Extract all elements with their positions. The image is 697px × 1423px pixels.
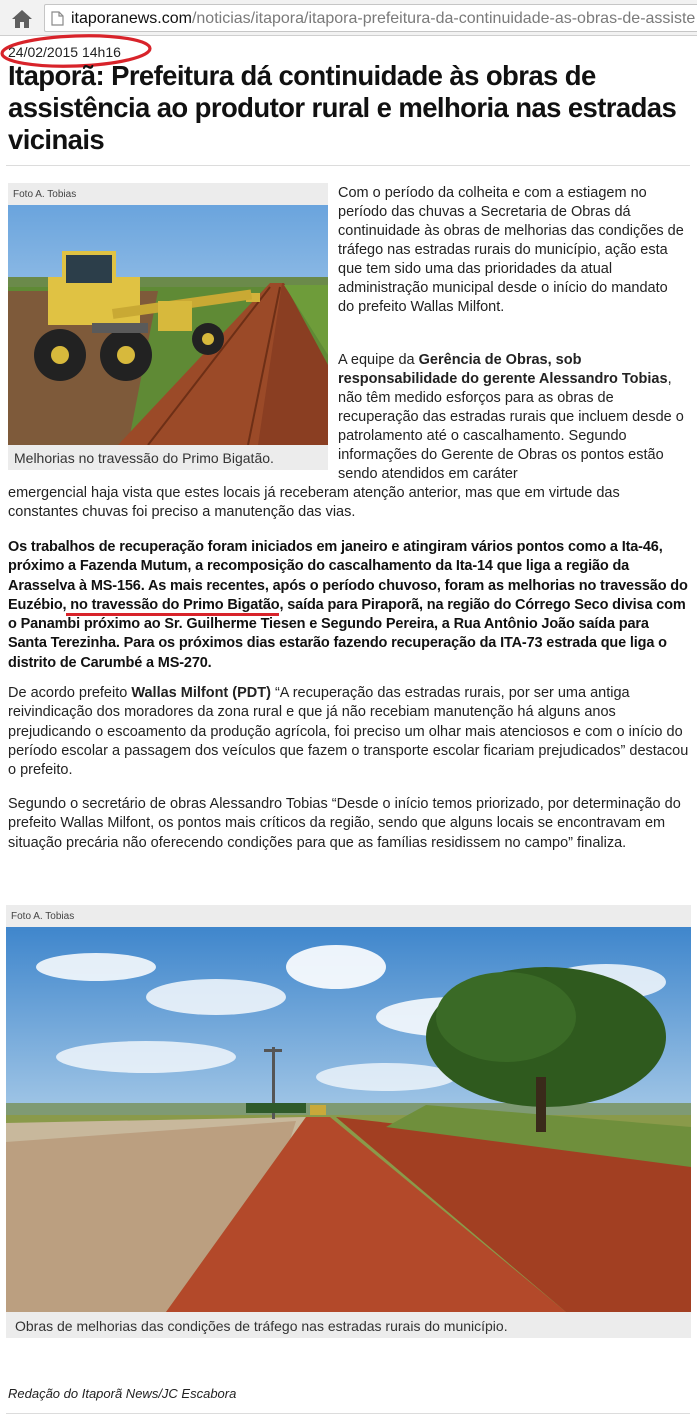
page-icon (51, 11, 64, 26)
footer-divider (6, 1413, 690, 1414)
article-figure-1 (8, 183, 328, 470)
figure-caption: Obras de melhorias das condições de tráfego nas estradas rurais do município. (15, 1318, 508, 1334)
red-underline-highlight: no travessão do Primo Bigatão (66, 597, 279, 616)
home-icon (10, 8, 34, 30)
paragraph-2-line: emergencial haja vista que estes locais já receberam atenção anterior, mas que em virtude das (8, 485, 620, 501)
rural-road-photo (6, 927, 691, 1312)
article-paragraph-4 (8, 684, 692, 780)
url-field[interactable] (44, 4, 697, 32)
article-paragraph-2 (338, 351, 686, 484)
article-figure-2 (6, 905, 691, 1338)
photo-credit: Foto A. Tobias (13, 189, 77, 200)
title-divider (6, 165, 690, 166)
article-paragraph-5: Segundo o secretário de obras Alessandro Tobias “Desde o início temos priorizado, por determinação do prefeito Wallas Milfont, os pontos mais críticos da região, sendo que alguns locais se encontravam em situação precária não oferecendo condições para que as famílias residissem no campo” finaliza. (8, 796, 681, 851)
home-button[interactable] (10, 8, 34, 30)
bold-text: Gerência de Obras, sob responsabilidade do gerente Alessandro Tobias (338, 352, 668, 387)
paragraph-2-line: constantes chuvas foi preciso a manutenção das vias. (8, 504, 356, 520)
road-grader-photo (8, 205, 328, 445)
article-paragraph-1: Com o período da colheita e com a estiagem no período das chuvas a Secretaria de Obras dá continuidade às obras de melhorias das condições de tráfego nas estradas rurais do município, ação esta que tem sido uma das prioridades da atual administração municipal desde o início do mandato do prefeito Wallas Milfont. (338, 185, 684, 315)
figure-caption: Melhorias no travessão do Primo Bigatão. (14, 450, 274, 466)
url-path: /noticias/itapora/itapora-prefeitura-da-continuidade-as-obras-de-assiste (191, 10, 696, 27)
photo-credit: Foto A. Tobias (11, 911, 75, 922)
article-paragraph-3 (8, 538, 690, 673)
url-domain: itaporanews.com (71, 10, 192, 27)
paragraph-text: De acordo prefeito (8, 685, 132, 701)
paragraph-text: , saída para Piraporã, na região do Córrego Seco divisa com o Panambi próximo ao Sr. Guilherme Tiesen e Segundo Pereira, a Rua Antônio João saída para Santa Terezinha. Para os próximos dias estarão fazendo recuperação da ITA-73 estrada que liga o distrito de Carumbé a MS-270. (8, 596, 686, 671)
paragraph-text: A equipe da (338, 352, 419, 368)
bold-text: Wallas Milfont (PDT) (131, 685, 271, 701)
paragraph-text: “A recuperação das estradas rurais, por ser uma antiga reivindicação dos moradores da zona rural e que já não recebiam manutenção há alguns anos prejudicando o escoamento da produção agrícola, foi preciso um olhar mais atenciosos e com o início do período escolar a passagem dos veículos que fazem o transporte escolar ficariam prejudicados” destacou o prefeito. (8, 685, 689, 779)
article-title: Itaporã: Prefeitura dá continuidade às obras de assistência ao produtor rural e melhoria nas estradas vicinais (8, 60, 677, 155)
url-text (71, 10, 695, 28)
paragraph-text: Os trabalhos de recuperação foram iniciados em janeiro e atingiram vários pontos como a Ita-46, próximo a Fazenda Mutum, a recomposição do cascalhamento da Ita-14 que liga a região da Arasselva à MS-156. As mais recentes, após o período chuvoso, foram as melhorias no travessão do Euzébio, (8, 539, 688, 613)
paragraph-text: , não têm medido esforços para as obras de recuperação das estradas rurais que incluem desde o patrolamento até o cascalhamento. Segundo informações do Gerente de Obras os pontos estão sendo atendidos em caráter (338, 371, 684, 482)
article-date: 24/02/2015 14h16 (8, 44, 121, 60)
article-signature: Redação do Itaporã News/JC Escabora (8, 1386, 237, 1401)
